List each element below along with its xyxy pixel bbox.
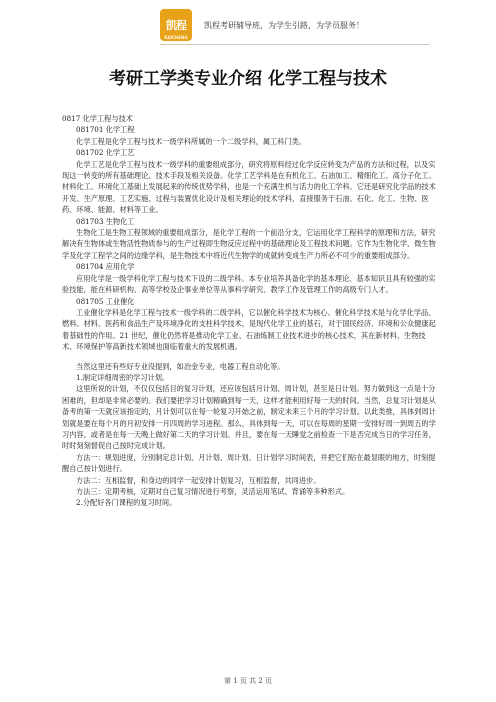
paragraph: 工业催化学科是化学工程与技术一级学科的二级学科，它以催化科学技术为核心。催化科学技术是与化学化学品、燃料、材料、医药和食品生产及环境净化的支柱科学技术，是现代化学工业的基石，对于国民经济、环境和公众健康起着基础性的作用。21 世纪，催化仍然将是推动化学工业、石油炼制工业技术进步的核心技术，其在新材料、生物技术、环境保护等高新技术领域也面临着重大的发展机遇。 [62,307,436,352]
header-slogan: 凯程考研辅导班，为学生引路，为学员服务！ [204,21,364,30]
method-paragraph: 方法一：规划进度，分别制定总计划、月计划、周计划、日计划学习时间表，并把它们贴在最显眼的地方，时刻提醒自己按计划进行。 [62,452,436,474]
page-header [0,0,496,60]
section-heading: 0817 化学工程与技术 [62,114,133,123]
kaicheng-logo [160,9,192,41]
page-footer: 第 1 页 共 2 页 [223,677,273,685]
paragraph: 化学工艺是化学工程与技术一级学科的重要组成部分，研究将原料经过化学反应转变为产品的方法和过程，以及实现这一转变的所有基础理论、技术手段及相关设备。化学工艺学科是在有机化工、石油加工、精细化工、高分子化工、材料化工、环境化工基础上发展起来的传统优势学科，也是一个充满生机与活力的化工学科。它还是研究化学品的技术开发、生产原理、工艺实施、过程与装置优化设计及相关理论的技术学科，直接服务于石油、石化、化工、生物、医药、环境、能源、材料等工业。 [62,159,436,215]
method-paragraph: 方法三：定期考核，定期对自己复习情况进行考察，灵活运用笔试、背诵等多种形式。 [76,487,350,496]
paragraph: 应用化学是一级学科化学工程与技术下设的二级学科。本专业培养具备化学的基本理论、基本知识且具有较强的实验技能，能在科研机构、高等学校及企事业单位等从事科学研究、教学工作及管理工作的高级专门人才。 [62,273,436,295]
spacer [62,353,438,361]
numbered-heading: 2.分配好各门课程的复习时间。 [76,498,177,508]
paragraph: 当然这里还有些好专业没提到，如冶金专业，电器工程自动化等。 [76,361,285,371]
subject-heading: 081702 化学工艺 [76,148,135,158]
logo-subtext: KAICHENG [164,35,188,40]
method-paragraph: 方法二：互相监督，和身边的同学一起安排计划复习，互相监督，共同进步。 [76,475,321,485]
subject-heading: 081704 应用化学 [76,262,135,272]
subject-heading: 081705 工业催化 [76,296,135,306]
page-title: 考研工学类专业介绍 化学工程与技术 [109,69,387,89]
paragraph: 化学工程是化学工程与技术一级学科所属的一个二级学科，属工科门类。 [76,136,307,146]
subject-heading: 081701 化学工程 [76,125,135,135]
subject-heading: 081703 生物化工 [76,216,135,226]
document-body [62,113,438,509]
header-divider [160,44,430,45]
paragraph: 这里所说的计划，不仅仅包括目的复习计划，还应该包括月计划、周计划，甚至是日计划。努力做到这一点是十分困难的，但却是非常必要的。我们要把学习计划精确到每一天，这样才能利用好每一天的时间。当然，总复习计划是从备考的第一天就应该指定的，月计划可以在每一轮复习开始之前，制定未来三个月的学习计划。以此类推，具体到周计划就是要在每个月的月初安排一月四周的学习进程。那么，具体到每一天，可以在每周的星期一安排好周一到周五的学习内容，或者是在每一天晚上做好第二天的学习计划。并且，要在每一天睡觉之前检查一下是否完成当日的学习任务，时时刻刻督促自己按时完成计划。 [62,384,436,451]
numbered-heading: 1.制定详细周密的学习计划。 [76,372,170,382]
logo-text: 凯程 [166,19,186,32]
paragraph: 生物化工是生物工程领域的重要组成部分，是化学工程的一个前沿分支，它运用化学工程科学的原理和方法，研究解决有生物体或生物活性物质参与的生产过程即生物反应过程中的基础理论及工程技术问题。它作为生物化学、微生物学及化学工程学之间的边缘学科，是生物技术中将近代生物学的成就转变成生产力所必不可少的重要组成部分。 [62,228,436,260]
